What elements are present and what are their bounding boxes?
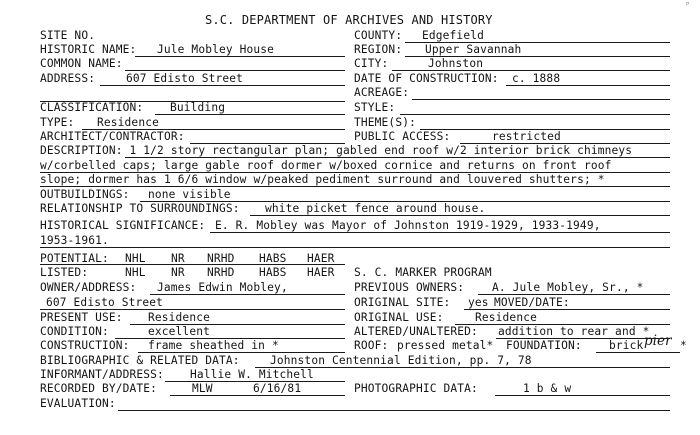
original-site-label: ORIGINAL SITE: xyxy=(354,296,451,309)
style-label: STYLE: xyxy=(354,101,396,114)
evaluation-label: EVALUATION: xyxy=(40,397,116,410)
altered-label: ALTERED/UNALTERED: xyxy=(354,325,478,338)
listed-nrhd: NRHD xyxy=(207,266,235,279)
style-underline xyxy=(400,114,670,115)
address-underline xyxy=(100,85,345,86)
original-site-value: yes xyxy=(468,296,489,309)
historic-name-label: HISTORIC NAME: xyxy=(40,43,137,56)
listed-nhl: NHL xyxy=(125,266,146,279)
description-line-3: slope; dormer has 1 6/6 window w/peaked pediment surround and louvered shutters; * xyxy=(40,173,605,186)
relationship-underline xyxy=(250,215,670,216)
evaluation-underline xyxy=(118,410,670,411)
classification-underline xyxy=(155,114,345,115)
potential-haer: HAER xyxy=(307,252,335,265)
acreage-underline xyxy=(412,99,670,100)
type-label: TYPE: xyxy=(40,116,75,129)
marker-program-label: S. C. MARKER PROGRAM xyxy=(354,266,492,279)
significance-line-2: 1953-1961. xyxy=(40,234,109,247)
original-use-value: Residence xyxy=(475,311,537,324)
informant-value: Hallie W. Mitchell xyxy=(190,368,314,381)
description-line-1: DESCRIPTION: 1 1/2 story rectangular plan; gabled end roof w/2 interior brick chimneys xyxy=(40,144,633,157)
significance-underline-1 xyxy=(210,232,670,233)
construction-label: CONSTRUCTION: xyxy=(40,339,130,352)
county-value: Edgefield xyxy=(422,29,484,42)
common-name-label: COMMON NAME: xyxy=(40,57,123,70)
potential-label: POTENTIAL: xyxy=(40,252,109,265)
acreage-label: ACREAGE: xyxy=(354,86,410,99)
classification-label: CLASSIFICATION: xyxy=(40,101,144,114)
region-value: Upper Savannah xyxy=(425,43,522,56)
historic-name-underline xyxy=(135,56,345,57)
informant-label: INFORMANT/ADDRESS: xyxy=(40,368,164,381)
description-line-2: w/corbelled caps; large gable roof dormer w/boxed cornice and returns on front roof xyxy=(40,159,612,172)
owner-underline xyxy=(150,294,345,295)
recorded-underline xyxy=(170,395,345,396)
foundation-value: brick xyxy=(609,339,644,352)
original-site-underline xyxy=(464,309,670,310)
altered-value: addition to rear and * xyxy=(498,325,650,338)
construction-underline xyxy=(138,352,345,353)
bibliographic-underline xyxy=(255,367,670,368)
classification-value: Building xyxy=(170,101,226,114)
listed-label: LISTED: xyxy=(40,266,89,279)
county-label: COUNTY: xyxy=(354,29,403,42)
roof-value: pressed metal* xyxy=(397,339,494,352)
city-underline xyxy=(392,70,670,71)
condition-value: excellent xyxy=(148,325,210,338)
outbuildings-label: OUTBUILDINGS: xyxy=(40,188,130,201)
condition-label: CONDITION: xyxy=(40,325,109,338)
potential-nr: NR xyxy=(171,252,185,265)
relationship-value: white picket fence around house. xyxy=(265,202,486,215)
potential-habs: HABS xyxy=(259,252,287,265)
recorded-date: 6/16/81 xyxy=(253,382,302,395)
address-label: ADDRESS: xyxy=(40,72,96,85)
owner-address-underline xyxy=(40,309,345,310)
public-access-label: PUBLIC ACCESS: xyxy=(354,130,451,143)
foundation-star: * xyxy=(680,339,687,352)
photographic-label: PHOTOGRAPHIC DATA: xyxy=(354,382,478,395)
previous-owners-underline xyxy=(478,294,670,295)
historic-name-value: Jule Mobley House xyxy=(157,43,275,56)
recorded-label: RECORDED BY/DATE: xyxy=(40,382,158,395)
city-label: CITY: xyxy=(354,57,389,70)
construction-value: frame sheathed in * xyxy=(148,339,279,352)
owner-label: OWNER/ADDRESS: xyxy=(40,281,137,294)
owner-address: 607 Edisto Street xyxy=(46,296,164,309)
public-access-value: restricted xyxy=(492,130,561,143)
recorded-by: MLW xyxy=(192,382,213,395)
original-use-label: ORIGINAL USE: xyxy=(354,311,444,324)
city-value: Johnston xyxy=(428,57,484,70)
photographic-underline xyxy=(495,395,670,396)
common-name-underline xyxy=(125,70,345,71)
form-title: S.C. DEPARTMENT OF ARCHIVES AND HISTORY xyxy=(205,13,493,27)
potential-nrhd: NRHD xyxy=(207,252,235,265)
listed-habs: HABS xyxy=(259,266,287,279)
previous-owners-label: PREVIOUS OWNERS: xyxy=(354,281,465,294)
previous-owners-value: A. Jule Mobley, Sr., * xyxy=(492,281,644,294)
architect-label: ARCHITECT/CONTRACTOR: xyxy=(40,130,185,143)
roof-label: ROOF: xyxy=(354,339,389,352)
outbuildings-value: none visible xyxy=(148,188,231,201)
description-underline-1 xyxy=(125,157,670,158)
significance-line-1: E. R. Mobley was Mayor of Johnston 1919-1929, 1933-1949, xyxy=(215,219,601,232)
potential-underline xyxy=(40,264,345,265)
owner-name: James Edwin Mobley, xyxy=(157,281,288,294)
significance-label: HISTORICAL SIGNIFICANCE: xyxy=(40,219,206,232)
present-use-label: PRESENT USE: xyxy=(40,311,123,324)
site-no-label: SITE NO. xyxy=(40,29,96,42)
moved-date-label: MOVED/DATE: xyxy=(494,296,570,309)
region-label: REGION: xyxy=(354,43,403,56)
date-underline xyxy=(506,85,670,86)
relationship-label: RELATIONSHIP TO SURROUNDINGS: xyxy=(40,202,240,215)
present-use-value: Residence xyxy=(148,311,210,324)
theme-label: THEME(S): xyxy=(354,116,416,129)
address-value: 607 Edisto Street xyxy=(126,72,244,85)
foundation-label: FOUNDATION: xyxy=(506,339,582,352)
photographic-value: 1 b & w xyxy=(523,382,572,395)
date-label: DATE OF CONSTRUCTION: xyxy=(354,72,499,85)
potential-nhl: NHL xyxy=(125,252,146,265)
corner-mark: ᵖ xyxy=(686,0,690,9)
significance-underline-2 xyxy=(40,247,670,248)
listed-haer: HAER xyxy=(307,266,335,279)
bibliographic-label: BIBLIOGRAPHIC & RELATED DATA: xyxy=(40,354,240,367)
foundation-underline xyxy=(596,352,680,353)
type-value: Residence xyxy=(97,116,159,129)
listed-nr: NR xyxy=(171,266,185,279)
foundation-handwritten: pier xyxy=(644,333,672,349)
bibliographic-value: Johnston Centennial Edition, pp. 7, 78 xyxy=(270,354,532,367)
date-value: c. 1888 xyxy=(512,72,561,85)
description-underline-3 xyxy=(40,186,670,187)
